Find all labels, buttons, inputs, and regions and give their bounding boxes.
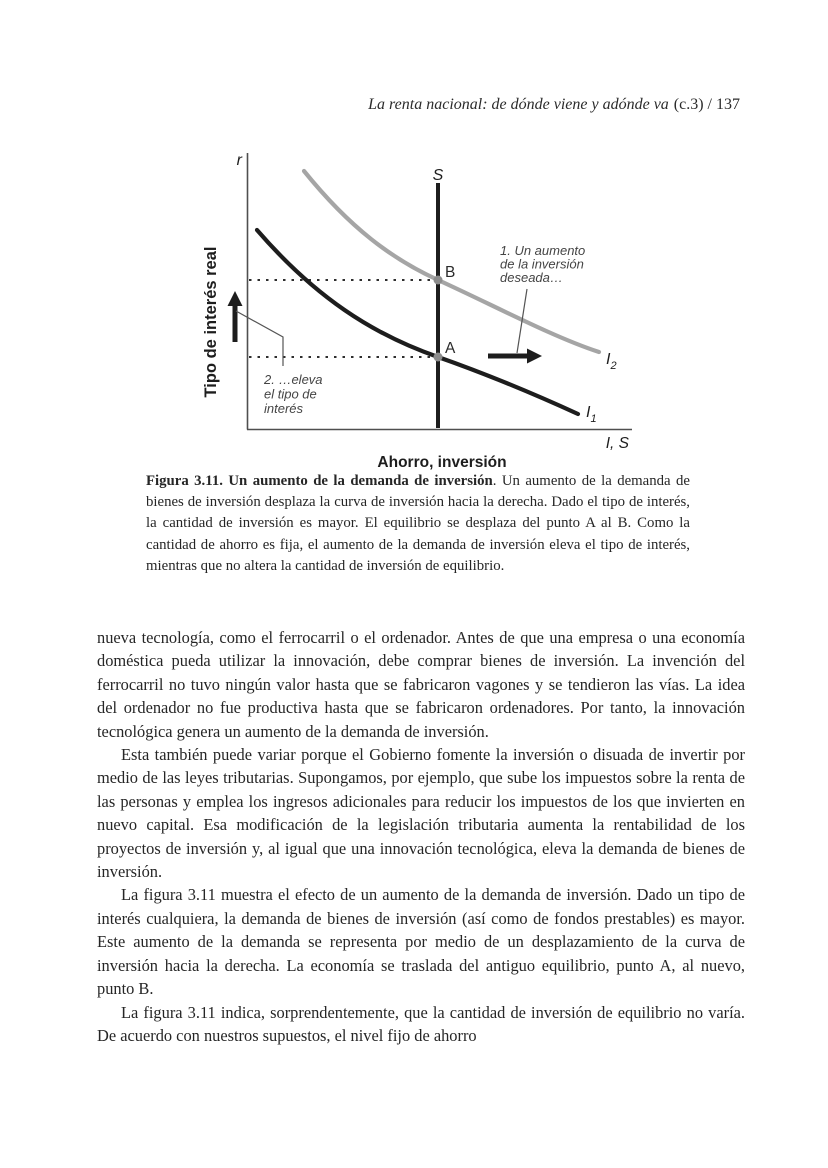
annotation2-text	[263, 372, 323, 416]
i2-label-subscript: 2	[610, 360, 617, 372]
i1-label-subscript: 1	[590, 413, 597, 425]
i2-label-main: I	[606, 351, 611, 368]
figure-caption-title: Figura 3.11. Un aumento de la demanda de inversión	[146, 473, 493, 489]
figure-3-11-chart	[0, 0, 828, 500]
running-head-title: La renta nacional: de dónde viene y adónde va	[368, 96, 669, 113]
x-axis-symbol: I, S	[605, 435, 629, 452]
annotation1-line2: de la inversión	[500, 256, 584, 272]
paragraph-1: nueva tecnología, como el ferrocarril o el ordenador. Antes de que una empresa o una economía doméstica pueda utilizar la innovación, debe comprar bienes de inversión. La invención del ferrocarril no tuvo ningún valor hasta que se fabricaron vagones y se tendieron las vías. La idea del ordenador no fue productiva hasta que se fabricaron ordenadores. Por tanto, la innovación tecnológica genera un aumento de la demanda de inversión.	[97, 628, 745, 741]
annotation2-line3: interés	[264, 401, 304, 416]
annotation1-text	[500, 243, 585, 285]
figure-caption	[146, 471, 690, 577]
i1-label-main: I	[586, 404, 591, 421]
point-a-label: A	[445, 340, 456, 357]
up-arrow-head	[228, 291, 243, 306]
y-axis-symbol: r	[236, 152, 242, 169]
right-arrow-head	[527, 349, 542, 364]
annotation1-line3: deseada…	[500, 270, 563, 285]
paragraph-2: Esta también puede variar porque el Gobierno fomente la inversión o disuada de invertir por medio de las leyes tributarias. Supongamos, por ejemplo, que sube los impuestos sobre la renta de las personas y emplea los ingresos adicionales para reducir los impuestos de los que invierten en nuevo capital. Esa modificación de la legislación tributaria aumenta la rentabilidad de los proyectos de inversión y, al igual que una innovación tecnológica, eleva la demanda de bienes de inversión.	[97, 745, 745, 882]
s-curve-label: S	[432, 167, 444, 184]
y-axis-title: Tipo de interés real	[202, 246, 220, 398]
running-head-page-number: (c.3) / 137	[673, 96, 740, 113]
paragraph-4: La figura 3.11 indica, sorprendentemente, que la cantidad de inversión de equilibrio no varía. De acuerdo con nuestros supuestos, el nivel fijo de ahorro	[97, 1002, 745, 1045]
paragraph-3: La figura 3.11 muestra el efecto de un aumento de la demanda de inversión. Dado un tipo de interés cualquiera, la demanda de bienes de inversión (así como de fondos prestables) es mayor. Este aumento de la demanda se representa por medio de un desplazamiento de la curva de inversión hacia la derecha. La economía se traslada del antiguo equilibrio, punto A, al nuevo, punto B.	[97, 885, 745, 999]
point-a-dot	[434, 353, 443, 362]
annotation2-line1: 2. …eleva	[264, 372, 323, 387]
point-b-label: B	[445, 264, 456, 281]
x-axis-title: Ahorro, inversión	[377, 454, 507, 471]
i2-curve-label	[606, 351, 617, 372]
i1-curve-label	[586, 404, 597, 425]
figure-caption-body: . Un aumento de la demanda de bienes de inversión desplaza la curva de inversión hacia la derecha. Dado el tipo de interés, la cantidad de inversión es mayor. El equilibrio se desplaza del punto A al B. Como la cantidad de ahorro es fija, el aumento de la demanda de inversión eleva el tipo de interés, mientras que no altera la cantidad de inversión de equilibrio.	[146, 473, 690, 574]
point-b-dot	[434, 276, 443, 285]
body-text	[97, 626, 745, 1047]
annotation1-line1: 1. Un aumento	[500, 243, 586, 258]
annotation2-line2: el tipo de	[264, 386, 317, 402]
